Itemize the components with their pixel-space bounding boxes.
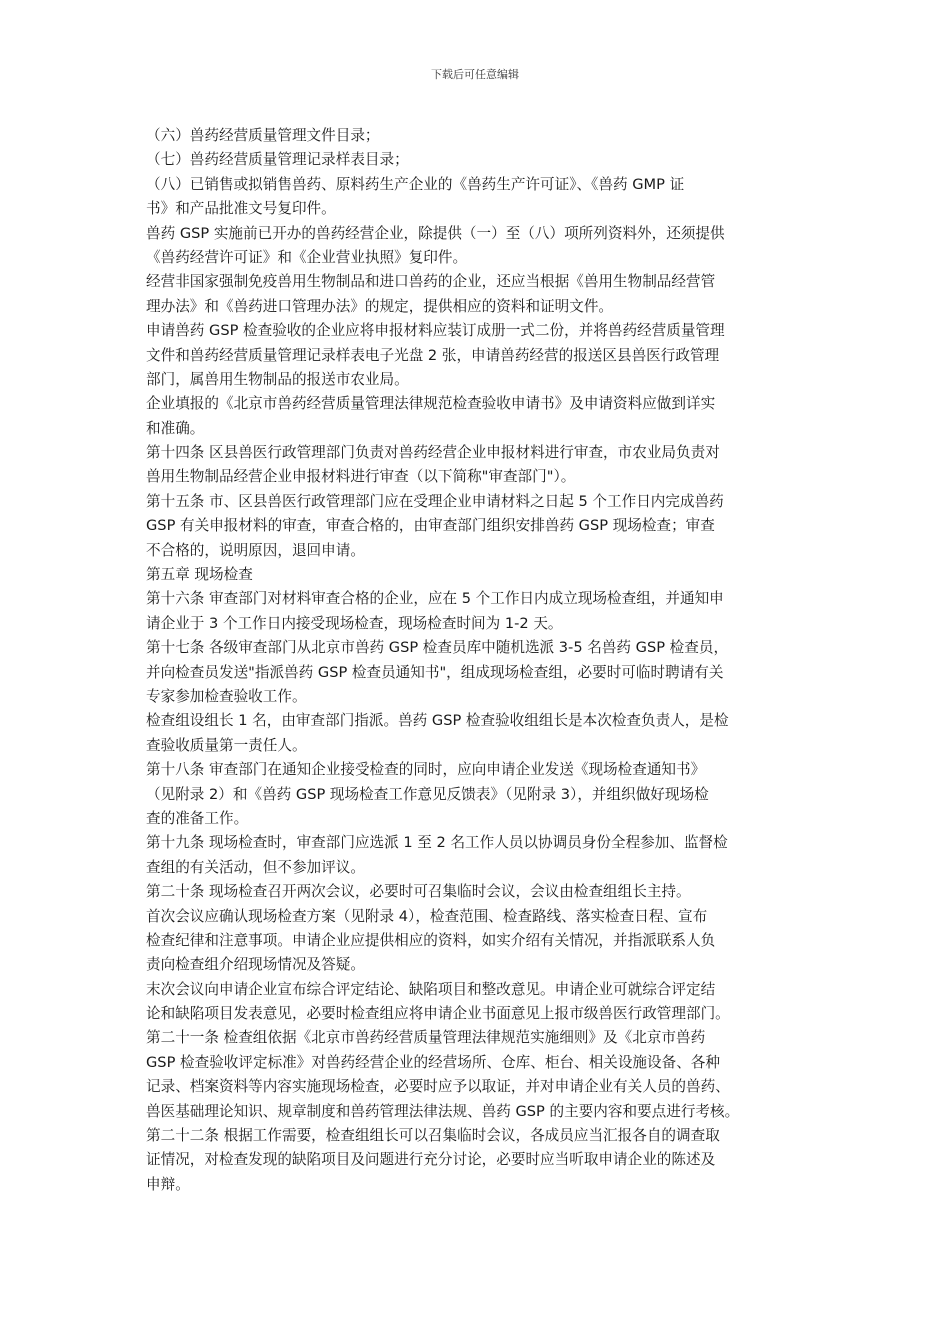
paragraph [146,148,816,172]
paragraph [146,490,816,563]
text-line: 第二十一条 检查组依据《北京市兽药经营质量管理法律规范实施细则》及《北京市兽药 [146,1029,706,1047]
text-line: 文件和兽药经营质量管理记录样表电子光盘 2 张，申请兽药经营的报送区县兽医行政管理 [146,346,720,364]
text-line: 检查组设组长 1 名，由审查部门指派。兽药 GSP 检查验收组组长是本次检查负责人，是检 [146,712,729,730]
text-line: （七）兽药经营质量管理记录样表目录； [146,151,409,169]
text-line: 兽医基础理论知识、规章制度和兽药管理法律法规、兽药 GSP 的主要内容和要点进行考核。 [146,1102,740,1120]
paragraph [146,1124,816,1197]
text-line: 查验收质量第一责任人。 [146,736,307,754]
text-line: 部门，属兽用生物制品的报送市农业局。 [146,370,409,388]
paragraph [146,587,816,636]
text-line: 首次会议应确认现场检查方案（见附录 4），检查范围、检查路线、落实检查日程、宣布 [146,907,708,925]
paragraph [146,222,816,271]
document-body [146,124,816,1197]
paragraph [146,709,816,758]
text-line: 论和缺陷项目发表意见，必要时检查组应将申请企业书面意见上报市级兽医行政管理部门。 [146,1005,730,1023]
text-line: 并向检查员发送"指派兽药 GSP 检查员通知书"，组成现场检查组，必要时可临时聘请有关 [146,663,724,681]
text-line: 和准确。 [146,419,205,437]
paragraph [146,441,816,490]
paragraph [146,831,816,880]
text-line: GSP 检查验收评定标准》对兽药经营企业的经营场所、仓库、柜台、相关设施设备、各种 [146,1053,720,1071]
page-header: 下载后可任意编辑 [431,68,519,81]
text-line: 企业填报的《北京市兽药经营质量管理法律规范检查验收申请书》及申请资料应做到详实 [146,395,716,413]
text-line: 第二十二条 根据工作需要，检查组组长可以召集临时会议，各成员应当汇报各自的调查取 [146,1127,720,1145]
text-line: GSP 有关申报材料的审查，审查合格的，由审查部门组织安排兽药 GSP 现场检查；审查 [146,517,715,535]
text-line: 兽用生物制品经营企业申报材料进行审查（以下简称"审查部门"）。 [146,468,576,486]
text-line: 记录、档案资料等内容实施现场检查，必要时应予以取证，并对申请企业有关人员的兽药、 [146,1078,730,1096]
paragraph [146,319,816,392]
text-line: 检查纪律和注意事项。申请企业应提供相应的资料，如实介绍有关情况，并指派联系人负 [146,931,716,949]
paragraph [146,173,816,222]
text-line: 第二十条 现场检查召开两次会议，必要时可召集临时会议，会议由检查组组长主持。 [146,883,691,901]
paragraph [146,905,816,978]
text-line: （八）已销售或拟销售兽药、原料药生产企业的《兽药生产许可证》、《兽药 GMP 证 [146,175,685,193]
text-line: 兽药 GSP 实施前已开办的兽药经营企业，除提供（一）至（八）项所列资料外，还须提供 [146,224,725,242]
text-line: 不合格的，说明原因，退回申请。 [146,541,365,559]
text-line: 第十九条 现场检查时，审查部门应选派 1 至 2 名工作人员以协调员身份全程参加、监督检 [146,834,728,852]
text-line: 第十五条 市、区县兽医行政管理部门应在受理企业申请材料之日起 5 个工作日内完成兽药 [146,492,724,510]
paragraph [146,124,816,148]
text-line: 书》和产品批准文号复印件。 [146,200,336,218]
text-line: 《兽药经营许可证》和《企业营业执照》复印件。 [146,248,468,266]
text-line: 查组的有关活动，但不参加评议。 [146,858,365,876]
text-line: 申请兽药 GSP 检查验收的企业应将申报材料应装订成册一式二份，并将兽药经营质量管理 [146,322,725,340]
text-line: （六）兽药经营质量管理文件目录； [146,127,380,144]
text-line: 第十七条 各级审查部门从北京市兽药 GSP 检查员库中随机选派 3-5 名兽药 GSP 检查员， [146,639,729,657]
text-line: 查的准备工作。 [146,809,249,827]
text-line: 证情况，对检查发现的缺陷项目及问题进行充分讨论，必要时应当听取申请企业的陈述及 [146,1151,716,1169]
paragraph [146,392,816,441]
paragraph [146,636,816,709]
text-line: 责向检查组介绍现场情况及答疑。 [146,956,365,974]
paragraph [146,563,816,587]
paragraph [146,880,816,904]
text-line: 第五章 现场检查 [146,566,253,584]
paragraph [146,1026,816,1124]
text-line: 第十六条 审查部门对材料审查合格的企业，应在 5 个工作日内成立现场检查组，并通知申 [146,590,724,608]
text-line: 专家参加检查验收工作。 [146,687,307,705]
text-line: 第十八条 审查部门在通知企业接受检查的同时，应向申请企业发送《现场检查通知书》 [146,761,706,779]
paragraph [146,978,816,1027]
text-line: 末次会议向申请企业宣布综合评定结论、缺陷项目和整改意见。申请企业可就综合评定结 [146,980,716,998]
text-line: 请企业于 3 个工作日内接受现场检查，现场检查时间为 1-2 天。 [146,614,563,632]
text-line: 经营非国家强制免疫兽用生物制品和进口兽药的企业，还应当根据《兽用生物制品经营管 [146,273,716,291]
text-line: （见附录 2）和《兽药 GSP 现场检查工作意见反馈表》（见附录 3），并组织做好现场检 [146,785,709,803]
text-line: 申辩。 [146,1175,190,1193]
text-line: 第十四条 区县兽医行政管理部门负责对兽药经营企业申报材料进行审查，市农业局负责对 [146,444,720,462]
text-line: 理办法》和《兽药进口管理办法》的规定，提供相应的资料和证明文件。 [146,297,614,315]
paragraph [146,758,816,831]
paragraph [146,270,816,319]
